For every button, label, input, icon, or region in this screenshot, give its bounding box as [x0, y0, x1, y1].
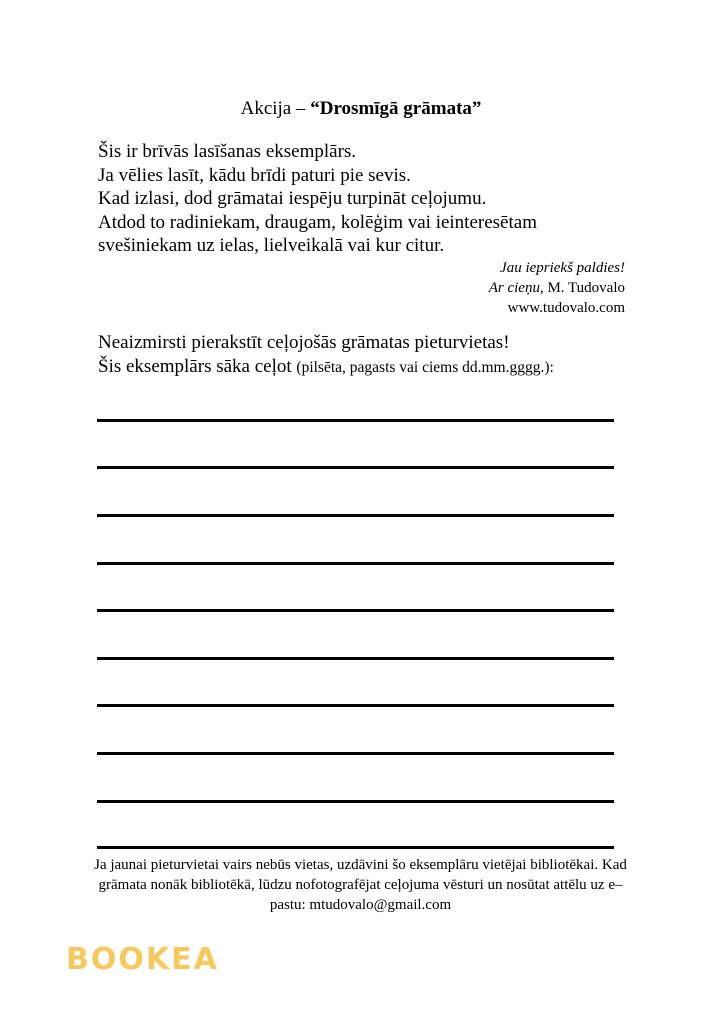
intro-line: Šis ir brīvās lasīšanas eksemplārs. — [98, 141, 357, 162]
regards-text: Ar cieņu, — [488, 280, 544, 296]
prompt-main: Šis eksemplārs sāka ceļot — [98, 355, 297, 377]
prompt-paragraph — [98, 331, 554, 379]
footer-note: Ja jaunai pieturvietai vairs nebūs vietas, uzdāvini šo eksemplāru vietējai bibliotēkai. Kad grāmata nonāk bibliotēkā, lūdzu nofotografējat ceļojuma vēsturi un nosūtat attēlu uz e–pastu: mtudovalo@gmail.com — [94, 857, 627, 913]
writing-line — [97, 657, 614, 660]
signature-block — [489, 258, 625, 318]
thanks-text: Jau iepriekš paldies! — [500, 260, 625, 276]
writing-line — [97, 562, 614, 565]
writing-line — [97, 800, 614, 803]
writing-line — [97, 704, 614, 707]
intro-line: Atdod to radiniekam, draugam, kolēģim vai ieinteresētam — [98, 211, 537, 233]
regards-line — [489, 278, 625, 298]
prompt-line-2 — [98, 355, 554, 380]
author-name: M. Tudovalo — [543, 280, 625, 296]
page-title — [0, 97, 722, 121]
intro-line: Kad izlasi, dod grāmatai iespēju turpināt ceļojumu. — [98, 188, 487, 209]
footer-divider — [97, 846, 614, 849]
intro-line: Ja vēlies lasīt, kādu brīdi paturi pie sevis. — [98, 164, 411, 186]
intro-paragraph — [98, 140, 537, 258]
writing-line — [97, 466, 614, 469]
prompt-hint: (pilsēta, pagasts vai ciems dd.mm.gggg.): — [296, 358, 554, 376]
bookea-logo: BOOKEA — [66, 942, 219, 977]
title-prefix: Akcija – — [240, 98, 311, 119]
intro-line: svešiniekam uz ielas, lielveikalā vai kur citur. — [98, 235, 445, 256]
writing-line — [97, 609, 614, 612]
writing-line — [97, 419, 614, 422]
writing-line — [97, 752, 614, 755]
title-campaign-name: “Drosmīgā grāmata” — [310, 98, 482, 119]
prompt-line-1: Neaizmirsti pierakstīt ceļojošās grāmatas pieturvietas! — [98, 332, 510, 353]
writing-line — [97, 514, 614, 517]
website-link: www.tudovalo.com — [507, 300, 625, 316]
